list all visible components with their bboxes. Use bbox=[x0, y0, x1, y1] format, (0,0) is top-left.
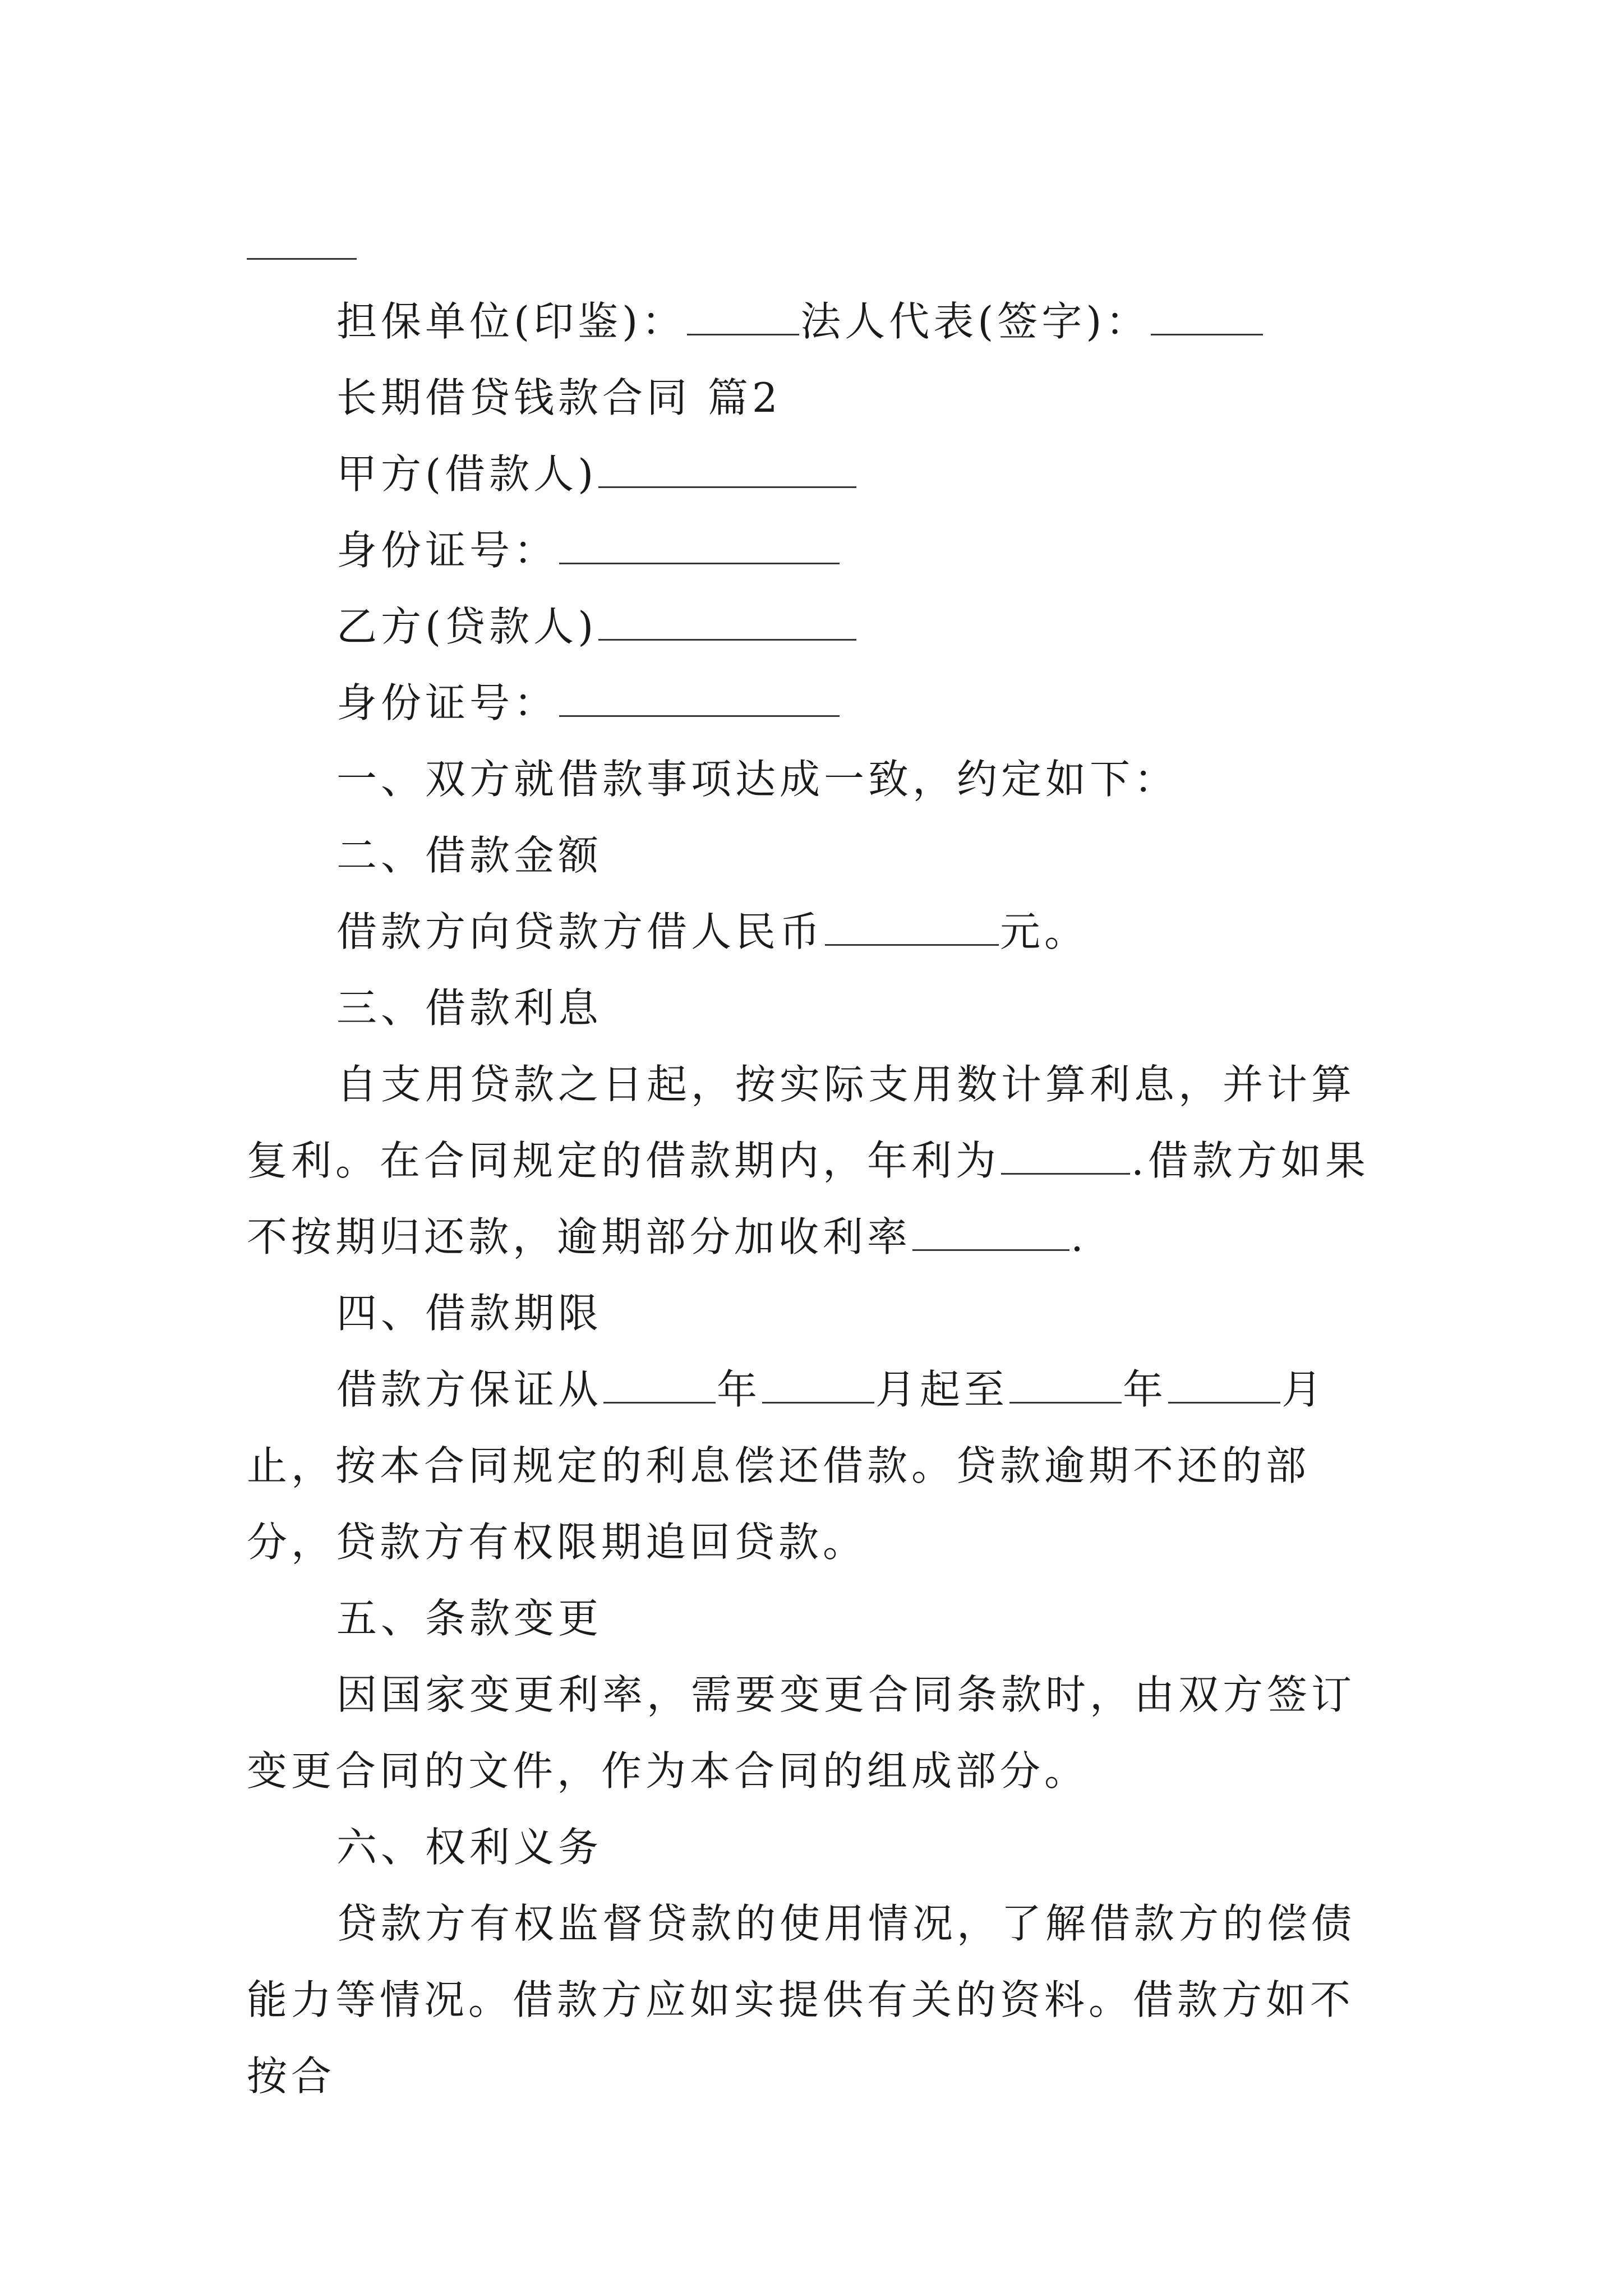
guarantor-label: 担保单位(印鉴)： bbox=[336, 298, 686, 345]
section-5-heading: 五、条款变更 bbox=[336, 1595, 603, 1642]
section-3-text bbox=[247, 1046, 1391, 1275]
legal-rep-label: 法人代表(签字)： bbox=[800, 298, 1150, 345]
start-month-blank[interactable] bbox=[762, 1401, 874, 1404]
party-b-id-line bbox=[247, 665, 1391, 741]
end-month-blank[interactable] bbox=[1168, 1401, 1280, 1404]
section-6-heading: 六、权利义务 bbox=[336, 1824, 603, 1871]
guarantor-blank[interactable] bbox=[687, 333, 799, 335]
section-1: 一、双方就借款事项达成一致，约定如下： bbox=[336, 756, 1179, 803]
section-4-heading: 四、借款期限 bbox=[336, 1290, 603, 1337]
party-a-blank[interactable] bbox=[598, 486, 856, 488]
party-a-line bbox=[247, 436, 1391, 512]
loan-amount-text: 借款方向贷款方借人民币 bbox=[336, 908, 824, 955]
section-2-heading: 二、借款金额 bbox=[336, 832, 603, 879]
loan-amount-blank[interactable] bbox=[825, 944, 999, 946]
section-3-heading: 三、借款利息 bbox=[336, 984, 603, 1032]
overdue-rate-blank[interactable] bbox=[912, 1249, 1069, 1251]
interest-text-3: . bbox=[1071, 1213, 1087, 1260]
document-body bbox=[247, 283, 1391, 2114]
end-month-label: 月止， bbox=[247, 1366, 1326, 1489]
term-text-1: 借款方保证从 bbox=[336, 1366, 603, 1413]
start-year-blank[interactable] bbox=[603, 1401, 716, 1404]
section-4-text bbox=[247, 1351, 1391, 1580]
end-year-label: 年 bbox=[1123, 1366, 1168, 1413]
loan-amount-unit: 元。 bbox=[1000, 908, 1089, 955]
start-year-label: 年 bbox=[717, 1366, 762, 1413]
contract-title: 长期借贷钱款合同 篇2 bbox=[336, 374, 782, 421]
annual-rate-blank[interactable] bbox=[1001, 1172, 1130, 1175]
interest-text-2: .借款方如果不按期归还款，逾期部分加收利率 bbox=[247, 1137, 1370, 1260]
section-5-text: 因国家变更利率，需要变更合同条款时，由双方签订变更合同的文件，作为本合同的组成部分。 bbox=[247, 1671, 1356, 1795]
party-a-id-line bbox=[247, 512, 1391, 588]
start-month-label: 月起至 bbox=[875, 1366, 1009, 1413]
term-text-2: 按本合同规定的利息偿还借款。贷款逾期不还的部分，贷款方有权限期追回贷款。 bbox=[247, 1442, 1311, 1566]
interest-text-1: 自支用贷款之日起，按实际支用数计算利息，并计算复利。在合同规定的借款期内，年利为 bbox=[247, 1061, 1356, 1184]
party-b-id-label: 身份证号： bbox=[336, 679, 559, 726]
party-b-line bbox=[247, 588, 1391, 665]
top-rule bbox=[247, 258, 357, 260]
party-b-id-blank[interactable] bbox=[559, 715, 840, 717]
party-b-label: 乙方(贷款人) bbox=[336, 603, 598, 650]
party-a-id-label: 身份证号： bbox=[336, 527, 559, 574]
legal-rep-blank[interactable] bbox=[1151, 333, 1263, 335]
party-a-label: 甲方(借款人) bbox=[336, 450, 598, 498]
section-2-text bbox=[247, 894, 1391, 970]
party-a-id-blank[interactable] bbox=[559, 562, 840, 564]
end-year-blank[interactable] bbox=[1009, 1401, 1122, 1404]
guarantor-line bbox=[247, 283, 1391, 360]
party-b-blank[interactable] bbox=[598, 638, 856, 641]
section-6-text: 贷款方有权监督贷款的使用情况，了解借款方的偿债能力等情况。借款方应如实提供有关的资料。借款方如不按合 bbox=[247, 1900, 1356, 2100]
